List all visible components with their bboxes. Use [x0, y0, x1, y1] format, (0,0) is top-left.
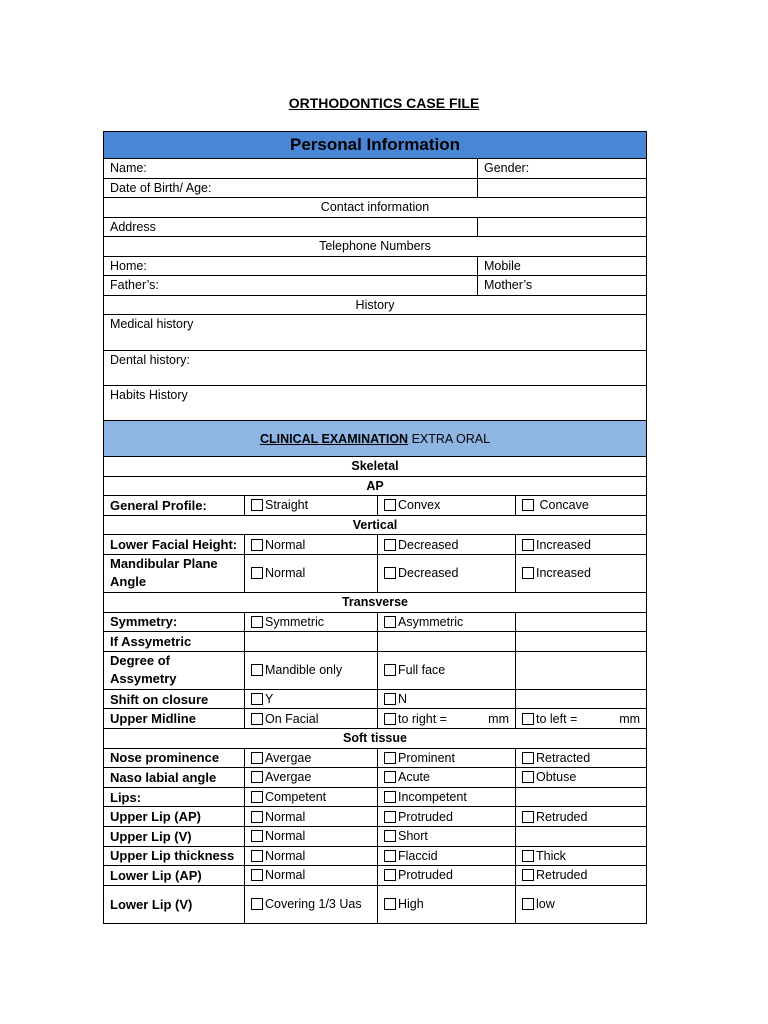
- to-right-option[interactable]: [378, 709, 516, 729]
- full-face-option[interactable]: [378, 651, 516, 689]
- empty-cell: [516, 689, 647, 709]
- unit-label: mm: [619, 711, 641, 726]
- option-label: Concave: [539, 498, 589, 513]
- checkbox[interactable]: [384, 693, 396, 705]
- medical-history-field[interactable]: Medical history: [104, 315, 647, 351]
- upper-lip-thickness-row: [104, 846, 647, 866]
- option-label: Protruded: [398, 868, 453, 883]
- checkbox[interactable]: [251, 713, 263, 725]
- checkbox[interactable]: [522, 567, 534, 579]
- option-label: Asymmetric: [398, 614, 464, 629]
- checkbox[interactable]: [384, 713, 396, 725]
- checkbox[interactable]: [384, 664, 396, 676]
- gender-field[interactable]: Gender:: [478, 159, 647, 179]
- checkbox[interactable]: [251, 850, 263, 862]
- upper-midline-row: [104, 709, 647, 729]
- lips-label: Lips:: [104, 787, 245, 807]
- checkbox[interactable]: [384, 752, 396, 764]
- clinical-examination-table: [103, 420, 647, 924]
- father-phone-field[interactable]: Father’s:: [104, 276, 478, 296]
- empty-cell: [245, 632, 378, 652]
- normal-option[interactable]: [245, 535, 378, 555]
- decreased-option[interactable]: [378, 554, 516, 592]
- option-label: Normal: [265, 537, 306, 552]
- habits-history-field[interactable]: Habits History: [104, 386, 647, 422]
- nose-prominence-row: [104, 748, 647, 768]
- option-label: Decreased: [398, 566, 459, 581]
- option-label: Acute: [398, 770, 430, 785]
- yes-option[interactable]: [245, 689, 378, 709]
- acute-option[interactable]: [378, 768, 516, 788]
- covering-option[interactable]: [245, 885, 378, 923]
- contact-information-heading: Contact information: [104, 198, 647, 218]
- checkbox[interactable]: [522, 539, 534, 551]
- concave-option[interactable]: [516, 496, 647, 516]
- checkbox[interactable]: [384, 811, 396, 823]
- lower-lip-ap-row: [104, 866, 647, 886]
- option-label: Thick: [536, 848, 566, 863]
- checkbox[interactable]: [384, 898, 396, 910]
- option-label: Normal: [265, 829, 306, 844]
- checkbox[interactable]: [384, 771, 396, 783]
- normal-option[interactable]: [245, 807, 378, 827]
- checkbox[interactable]: [384, 567, 396, 579]
- lower-lip-ap-label: Lower Lip (AP): [104, 866, 245, 886]
- increased-option[interactable]: [516, 554, 647, 592]
- upper-lip-thickness-label: Upper Lip thickness: [104, 846, 245, 866]
- checkbox[interactable]: [522, 869, 534, 881]
- asymmetric-option[interactable]: [378, 612, 516, 632]
- option-label: low: [536, 897, 555, 912]
- convex-option[interactable]: [378, 496, 516, 516]
- checkbox[interactable]: [251, 898, 263, 910]
- personal-information-table: [103, 131, 647, 422]
- checkbox[interactable]: [251, 664, 263, 676]
- ap-heading: AP: [104, 476, 647, 496]
- option-label: Convex: [398, 498, 441, 513]
- retracted-option[interactable]: [516, 748, 647, 768]
- checkbox[interactable]: [251, 830, 263, 842]
- checkbox[interactable]: [522, 850, 534, 862]
- option-label: Increased: [536, 566, 591, 581]
- address-extra-field[interactable]: [478, 217, 647, 237]
- upper-midline-label: Upper Midline: [104, 709, 245, 729]
- clinical-examination-title: CLINICAL EXAMINATION: [259, 431, 409, 446]
- to-left-option[interactable]: [516, 709, 647, 729]
- mandibular-plane-row: [104, 554, 647, 592]
- checkbox[interactable]: [251, 791, 263, 803]
- dob-extra-field[interactable]: [478, 178, 647, 198]
- option-label: to left =: [536, 711, 578, 726]
- checkbox[interactable]: [251, 539, 263, 551]
- checkbox[interactable]: [522, 752, 534, 764]
- mother-phone-field[interactable]: Mother’s: [478, 276, 647, 296]
- history-heading: History: [104, 295, 647, 315]
- extra-oral-subtitle: EXTRA ORAL: [411, 431, 491, 446]
- option-label: Covering 1/3 Uas: [265, 897, 362, 912]
- mobile-phone-field[interactable]: Mobile: [478, 256, 647, 276]
- upper-lip-ap-row: [104, 807, 647, 827]
- checkbox[interactable]: [522, 898, 534, 910]
- normal-option[interactable]: [245, 846, 378, 866]
- if-assymetric-row: [104, 632, 647, 652]
- checkbox[interactable]: [384, 869, 396, 881]
- prominent-option[interactable]: [378, 748, 516, 768]
- normal-option[interactable]: [245, 554, 378, 592]
- option-label: Prominent: [398, 750, 455, 765]
- empty-cell: [516, 651, 647, 689]
- checkbox[interactable]: [384, 499, 396, 511]
- naso-labial-angle-label: Naso labial angle: [104, 768, 245, 788]
- option-label: Y: [265, 692, 274, 707]
- name-field[interactable]: Name:: [104, 159, 478, 179]
- naso-labial-angle-row: [104, 768, 647, 788]
- option-label: Short: [398, 829, 428, 844]
- upper-lip-ap-label: Upper Lip (AP): [104, 807, 245, 827]
- soft-tissue-heading: Soft tissue: [104, 728, 647, 748]
- vertical-heading: Vertical: [104, 515, 647, 535]
- empty-cell: [516, 826, 647, 846]
- degree-of-assymetry-row: [104, 651, 647, 689]
- option-label: Protruded: [398, 809, 453, 824]
- upper-lip-v-row: [104, 826, 647, 846]
- nose-prominence-label: Nose prominence: [104, 748, 245, 768]
- increased-option[interactable]: [516, 535, 647, 555]
- option-label: Retruded: [536, 809, 588, 824]
- checkbox[interactable]: [384, 539, 396, 551]
- checkbox[interactable]: [384, 850, 396, 862]
- lower-facial-height-label: Lower Facial Height:: [104, 535, 245, 555]
- option-label: N: [398, 692, 408, 707]
- shift-on-closure-label: Shift on closure: [104, 689, 245, 709]
- checkbox[interactable]: [384, 616, 396, 628]
- clinical-examination-header: [104, 421, 647, 457]
- checkbox[interactable]: [522, 811, 534, 823]
- empty-cell: [516, 787, 647, 807]
- option-label: Straight: [265, 498, 309, 513]
- checkbox[interactable]: [251, 693, 263, 705]
- document-title: ORTHODONTICS CASE FILE: [288, 95, 480, 111]
- general-profile-label: General Profile:: [104, 496, 245, 516]
- option-label: High: [398, 897, 424, 912]
- checkbox[interactable]: [384, 791, 396, 803]
- mandible-only-option[interactable]: [245, 651, 378, 689]
- option-label: to right =: [398, 711, 447, 726]
- option-label: Competent: [265, 790, 327, 805]
- competent-option[interactable]: [245, 787, 378, 807]
- unit-label: mm: [488, 711, 509, 726]
- option-label: Decreased: [398, 537, 459, 552]
- empty-cell: [516, 632, 647, 652]
- checkbox[interactable]: [522, 499, 534, 511]
- lips-row: [104, 787, 647, 807]
- high-option[interactable]: [378, 885, 516, 923]
- option-label: Full face: [398, 663, 446, 678]
- on-facial-option[interactable]: [245, 709, 378, 729]
- checkbox[interactable]: [251, 499, 263, 511]
- symmetry-label: Symmetry:: [104, 612, 245, 632]
- average-option[interactable]: [245, 748, 378, 768]
- checkbox[interactable]: [522, 771, 534, 783]
- option-label: Avergae: [265, 770, 312, 785]
- option-label: Normal: [265, 809, 306, 824]
- telephone-numbers-heading: Telephone Numbers: [104, 237, 647, 257]
- checkbox[interactable]: [251, 752, 263, 764]
- checkbox[interactable]: [522, 713, 534, 725]
- incompetent-option[interactable]: [378, 787, 516, 807]
- home-phone-field[interactable]: Home:: [104, 256, 478, 276]
- lower-facial-height-row: [104, 535, 647, 555]
- lower-lip-v-row: [104, 885, 647, 923]
- option-label: Normal: [265, 868, 306, 883]
- checkbox[interactable]: [251, 811, 263, 823]
- checkbox[interactable]: [251, 616, 263, 628]
- normal-option[interactable]: [245, 826, 378, 846]
- option-label: Obtuse: [536, 770, 577, 785]
- protruded-option[interactable]: [378, 807, 516, 827]
- average-option[interactable]: [245, 768, 378, 788]
- no-option[interactable]: [378, 689, 516, 709]
- degree-of-assymetry-label: Degree of Assymetry: [104, 651, 245, 689]
- checkbox[interactable]: [384, 830, 396, 842]
- decreased-option[interactable]: [378, 535, 516, 555]
- empty-cell: [516, 612, 647, 632]
- option-label: On Facial: [265, 711, 319, 726]
- dob-age-field[interactable]: Date of Birth/ Age:: [104, 178, 478, 198]
- short-option[interactable]: [378, 826, 516, 846]
- option-label: Normal: [265, 848, 306, 863]
- option-label: Incompetent: [398, 790, 467, 805]
- checkbox[interactable]: [251, 771, 263, 783]
- upper-lip-v-label: Upper Lip (V): [104, 826, 245, 846]
- transverse-heading: Transverse: [104, 592, 647, 612]
- option-label: Normal: [265, 566, 306, 581]
- dental-history-field[interactable]: Dental history:: [104, 350, 647, 386]
- option-label: Mandible only: [265, 663, 343, 678]
- skeletal-heading: Skeletal: [104, 457, 647, 477]
- flaccid-option[interactable]: [378, 846, 516, 866]
- shift-on-closure-row: [104, 689, 647, 709]
- if-assymetric-label: If Assymetric: [104, 632, 245, 652]
- address-field[interactable]: Address: [104, 217, 478, 237]
- option-label: Retruded: [536, 868, 588, 883]
- lower-lip-v-label: Lower Lip (V): [104, 885, 245, 923]
- checkbox[interactable]: [251, 567, 263, 579]
- mandibular-plane-label: Mandibular Plane Angle: [104, 554, 245, 592]
- thick-option[interactable]: [516, 846, 647, 866]
- empty-cell: [378, 632, 516, 652]
- option-label: Retracted: [536, 750, 591, 765]
- retruded-option[interactable]: [516, 866, 647, 886]
- retruded-option[interactable]: [516, 807, 647, 827]
- normal-option[interactable]: [245, 866, 378, 886]
- personal-information-header: Personal Information: [104, 132, 647, 159]
- option-label: Flaccid: [398, 848, 438, 863]
- protruded-option[interactable]: [378, 866, 516, 886]
- straight-option[interactable]: [245, 496, 378, 516]
- low-option[interactable]: [516, 885, 647, 923]
- option-label: Avergae: [265, 750, 312, 765]
- obtuse-option[interactable]: [516, 768, 647, 788]
- symmetry-row: [104, 612, 647, 632]
- option-label: Increased: [536, 537, 591, 552]
- checkbox[interactable]: [251, 869, 263, 881]
- option-label: Symmetric: [265, 614, 325, 629]
- general-profile-row: [104, 496, 647, 516]
- symmetric-option[interactable]: [245, 612, 378, 632]
